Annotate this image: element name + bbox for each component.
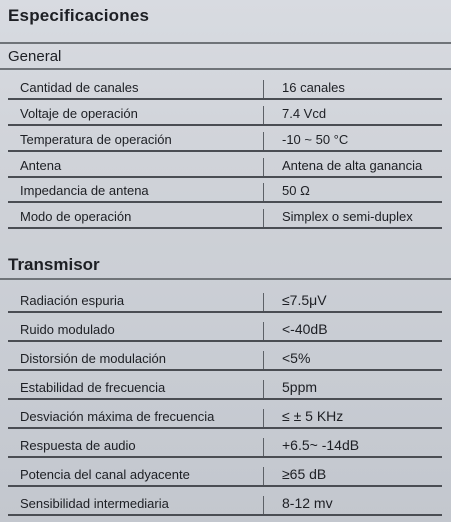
table-row xyxy=(8,458,442,487)
spec-value: 7.4 Vcd xyxy=(282,105,327,121)
table-row xyxy=(8,100,442,126)
spec-value: 50 Ω xyxy=(282,183,310,199)
transmisor-spec-table xyxy=(8,284,442,516)
table-row xyxy=(8,429,442,458)
spec-value: ≥65 dB xyxy=(282,466,327,482)
spec-label: Estabilidad de frecuencia xyxy=(8,380,264,398)
spec-value: 8-12 mv xyxy=(282,495,333,511)
spec-value: Simplex o semi-duplex xyxy=(282,209,413,225)
section-heading-general: General xyxy=(8,48,62,65)
general-top-rule xyxy=(0,42,451,44)
table-row xyxy=(8,152,442,178)
spec-value: ≤ ± 5 KHz xyxy=(282,408,344,424)
spec-value: -10 ~ 50 °C xyxy=(282,131,349,147)
spec-value: 16 canales xyxy=(282,79,345,95)
spec-label: Voltaje de operación xyxy=(8,106,264,124)
spec-label: Antena xyxy=(8,158,264,176)
spec-label: Distorsión de modulación xyxy=(8,351,264,369)
spec-label: Impedancia de antena xyxy=(8,183,264,201)
table-row xyxy=(8,313,442,342)
table-row xyxy=(8,284,442,313)
table-row xyxy=(8,74,442,100)
spec-label: Respuesta de audio xyxy=(8,438,264,456)
transmisor-top-rule xyxy=(0,278,451,280)
spec-value: <-40dB xyxy=(282,321,328,337)
spec-label: Modo de operación xyxy=(8,209,264,227)
spec-label: Temperatura de operación xyxy=(8,132,264,150)
general-bottom-rule xyxy=(0,68,451,70)
spec-label: Potencia del canal adyacente xyxy=(8,467,264,485)
table-row xyxy=(8,178,442,204)
spec-value: ≤7.5μV xyxy=(282,292,327,308)
section-heading-transmisor: Transmisor xyxy=(8,255,100,274)
table-row xyxy=(8,371,442,400)
spec-value: <5% xyxy=(282,350,311,366)
table-row xyxy=(8,487,442,516)
table-row xyxy=(8,126,442,152)
spec-label: Cantidad de canales xyxy=(8,80,264,98)
spec-label: Desviación máxima de frecuencia xyxy=(8,409,264,427)
spec-value: 5ppm xyxy=(282,379,318,395)
page-title: Especificaciones xyxy=(8,6,150,25)
table-row xyxy=(8,203,442,229)
spec-label: Radiación espuria xyxy=(8,293,264,311)
table-row xyxy=(8,400,442,429)
spec-value: +6.5~ -14dB xyxy=(282,437,360,453)
table-row xyxy=(8,342,442,371)
spec-value: Antena de alta ganancia xyxy=(282,157,423,173)
spec-label: Sensibilidad intermediaria xyxy=(8,496,264,514)
general-spec-table xyxy=(8,74,442,229)
spec-label: Ruido modulado xyxy=(8,322,264,340)
